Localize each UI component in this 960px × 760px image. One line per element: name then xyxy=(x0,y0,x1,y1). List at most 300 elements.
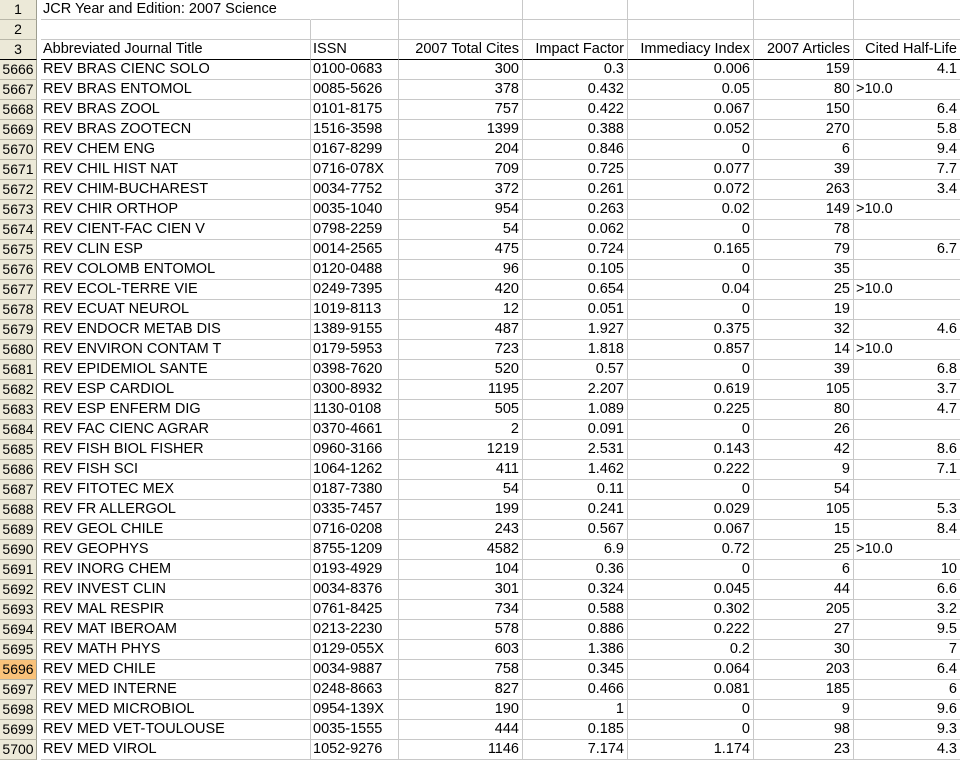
total-cites-cell[interactable]: 199 xyxy=(399,500,523,520)
table-row[interactable] xyxy=(0,700,960,720)
cited-half-life-cell[interactable]: 6.8 xyxy=(854,360,960,380)
issn-cell[interactable]: 0179-5953 xyxy=(311,340,399,360)
impact-factor-cell[interactable]: 1.462 xyxy=(523,460,628,480)
table-row[interactable] xyxy=(0,560,960,580)
journal-title-cell[interactable]: REV COLOMB ENTOMOL xyxy=(41,260,311,280)
articles-cell[interactable]: 80 xyxy=(754,400,854,420)
table-row[interactable] xyxy=(0,60,960,80)
issn-cell[interactable]: 1052-9276 xyxy=(311,740,399,760)
issn-cell[interactable]: 0034-9887 xyxy=(311,660,399,680)
sheet-row-blank[interactable] xyxy=(0,20,960,40)
table-row[interactable] xyxy=(0,500,960,520)
impact-factor-cell[interactable]: 0.432 xyxy=(523,80,628,100)
cell[interactable] xyxy=(523,0,628,20)
immediacy-index-cell[interactable]: 0.064 xyxy=(628,660,754,680)
impact-factor-cell[interactable]: 6.9 xyxy=(523,540,628,560)
row-header[interactable]: 5675 xyxy=(0,240,37,260)
total-cites-cell[interactable]: 954 xyxy=(399,200,523,220)
issn-cell[interactable]: 0960-3166 xyxy=(311,440,399,460)
journal-title-cell[interactable]: REV ECUAT NEUROL xyxy=(41,300,311,320)
journal-title-cell[interactable]: REV GEOL CHILE xyxy=(41,520,311,540)
total-cites-cell[interactable]: 190 xyxy=(399,700,523,720)
row-header[interactable]: 5689 xyxy=(0,520,37,540)
immediacy-index-cell[interactable]: 0 xyxy=(628,560,754,580)
row-header[interactable]: 5700 xyxy=(0,740,37,760)
table-row[interactable] xyxy=(0,80,960,100)
row-header[interactable]: 5693 xyxy=(0,600,37,620)
journal-title-cell[interactable]: REV MED CHILE xyxy=(41,660,311,680)
issn-cell[interactable]: 8755-1209 xyxy=(311,540,399,560)
table-row[interactable] xyxy=(0,160,960,180)
table-row[interactable] xyxy=(0,660,960,680)
cited-half-life-cell[interactable]: 6.7 xyxy=(854,240,960,260)
articles-cell[interactable]: 19 xyxy=(754,300,854,320)
cited-half-life-cell[interactable] xyxy=(854,260,960,280)
row-header[interactable]: 5678 xyxy=(0,300,37,320)
journal-title-cell[interactable]: REV GEOPHYS xyxy=(41,540,311,560)
articles-cell[interactable]: 27 xyxy=(754,620,854,640)
articles-cell[interactable]: 9 xyxy=(754,460,854,480)
immediacy-index-cell[interactable]: 0.045 xyxy=(628,580,754,600)
cited-half-life-cell[interactable]: 6 xyxy=(854,680,960,700)
immediacy-index-cell[interactable]: 0.02 xyxy=(628,200,754,220)
immediacy-index-cell[interactable]: 0.302 xyxy=(628,600,754,620)
impact-factor-cell[interactable]: 0.588 xyxy=(523,600,628,620)
cited-half-life-cell[interactable]: 6.4 xyxy=(854,100,960,120)
journal-title-cell[interactable]: REV ESP ENFERM DIG xyxy=(41,400,311,420)
row-header[interactable]: 3 xyxy=(0,40,37,60)
cell[interactable] xyxy=(754,20,854,40)
impact-factor-cell[interactable]: 0.105 xyxy=(523,260,628,280)
cited-half-life-cell[interactable] xyxy=(854,300,960,320)
articles-cell[interactable]: 79 xyxy=(754,240,854,260)
issn-cell[interactable]: 0167-8299 xyxy=(311,140,399,160)
cell[interactable] xyxy=(523,20,628,40)
impact-factor-cell[interactable]: 0.324 xyxy=(523,580,628,600)
total-cites-cell[interactable]: 487 xyxy=(399,320,523,340)
issn-cell[interactable]: 0335-7457 xyxy=(311,500,399,520)
journal-title-cell[interactable]: REV ESP CARDIOL xyxy=(41,380,311,400)
column-header-title[interactable]: Abbreviated Journal Title xyxy=(41,40,311,60)
issn-cell[interactable]: 0035-1555 xyxy=(311,720,399,740)
row-header[interactable]: 5690 xyxy=(0,540,37,560)
issn-cell[interactable]: 0370-4661 xyxy=(311,420,399,440)
immediacy-index-cell[interactable]: 0 xyxy=(628,420,754,440)
cell[interactable] xyxy=(399,0,523,20)
issn-cell[interactable]: 1389-9155 xyxy=(311,320,399,340)
total-cites-cell[interactable]: 54 xyxy=(399,480,523,500)
immediacy-index-cell[interactable]: 0 xyxy=(628,220,754,240)
cited-half-life-cell[interactable]: 7.7 xyxy=(854,160,960,180)
issn-cell[interactable]: 0101-8175 xyxy=(311,100,399,120)
impact-factor-cell[interactable]: 1.089 xyxy=(523,400,628,420)
impact-factor-cell[interactable]: 0.185 xyxy=(523,720,628,740)
journal-title-cell[interactable]: REV BRAS ZOOL xyxy=(41,100,311,120)
table-row[interactable] xyxy=(0,420,960,440)
total-cites-cell[interactable]: 1399 xyxy=(399,120,523,140)
row-header[interactable]: 2 xyxy=(0,20,37,40)
articles-cell[interactable]: 78 xyxy=(754,220,854,240)
immediacy-index-cell[interactable]: 1.174 xyxy=(628,740,754,760)
table-row[interactable] xyxy=(0,340,960,360)
row-header[interactable]: 5676 xyxy=(0,260,37,280)
articles-cell[interactable]: 54 xyxy=(754,480,854,500)
total-cites-cell[interactable]: 758 xyxy=(399,660,523,680)
issn-cell[interactable]: 0034-7752 xyxy=(311,180,399,200)
impact-factor-cell[interactable]: 1 xyxy=(523,700,628,720)
impact-factor-cell[interactable]: 0.261 xyxy=(523,180,628,200)
journal-title-cell[interactable]: REV FISH BIOL FISHER xyxy=(41,440,311,460)
total-cites-cell[interactable]: 1195 xyxy=(399,380,523,400)
issn-cell[interactable]: 0954-139X xyxy=(311,700,399,720)
immediacy-index-cell[interactable]: 0.72 xyxy=(628,540,754,560)
row-header[interactable]: 5699 xyxy=(0,720,37,740)
cited-half-life-cell[interactable]: 7 xyxy=(854,640,960,660)
journal-title-cell[interactable]: REV ENVIRON CONTAM T xyxy=(41,340,311,360)
row-header[interactable]: 5673 xyxy=(0,200,37,220)
cited-half-life-cell[interactable]: 5.3 xyxy=(854,500,960,520)
table-row[interactable] xyxy=(0,600,960,620)
journal-title-cell[interactable]: REV CLIN ESP xyxy=(41,240,311,260)
row-header[interactable]: 5667 xyxy=(0,80,37,100)
cell[interactable] xyxy=(628,0,754,20)
row-header[interactable]: 5679 xyxy=(0,320,37,340)
articles-cell[interactable]: 32 xyxy=(754,320,854,340)
total-cites-cell[interactable]: 204 xyxy=(399,140,523,160)
total-cites-cell[interactable]: 372 xyxy=(399,180,523,200)
issn-cell[interactable]: 0100-0683 xyxy=(311,60,399,80)
issn-cell[interactable]: 0300-8932 xyxy=(311,380,399,400)
row-header[interactable]: 5696 xyxy=(0,660,37,680)
impact-factor-cell[interactable]: 2.531 xyxy=(523,440,628,460)
journal-title-cell[interactable]: REV MED VET-TOULOUSE xyxy=(41,720,311,740)
sheet-row-title[interactable] xyxy=(0,0,960,20)
row-header[interactable]: 5683 xyxy=(0,400,37,420)
column-header-issn[interactable]: ISSN xyxy=(311,40,399,60)
journal-title-cell[interactable]: REV EPIDEMIOL SANTE xyxy=(41,360,311,380)
articles-cell[interactable]: 263 xyxy=(754,180,854,200)
impact-factor-cell[interactable]: 0.36 xyxy=(523,560,628,580)
row-header[interactable]: 5672 xyxy=(0,180,37,200)
row-header[interactable]: 5682 xyxy=(0,380,37,400)
table-row[interactable] xyxy=(0,440,960,460)
cited-half-life-cell[interactable]: >10.0 xyxy=(854,80,960,100)
immediacy-index-cell[interactable]: 0.225 xyxy=(628,400,754,420)
cited-half-life-cell[interactable]: 10 xyxy=(854,560,960,580)
table-row[interactable] xyxy=(0,380,960,400)
immediacy-index-cell[interactable]: 0.165 xyxy=(628,240,754,260)
immediacy-index-cell[interactable]: 0 xyxy=(628,480,754,500)
articles-cell[interactable]: 14 xyxy=(754,340,854,360)
impact-factor-cell[interactable]: 0.654 xyxy=(523,280,628,300)
issn-cell[interactable]: 0193-4929 xyxy=(311,560,399,580)
journal-title-cell[interactable]: REV MED INTERNE xyxy=(41,680,311,700)
issn-cell[interactable]: 1019-8113 xyxy=(311,300,399,320)
articles-cell[interactable]: 39 xyxy=(754,360,854,380)
total-cites-cell[interactable]: 1219 xyxy=(399,440,523,460)
table-row[interactable] xyxy=(0,100,960,120)
articles-cell[interactable]: 185 xyxy=(754,680,854,700)
cell[interactable] xyxy=(628,20,754,40)
immediacy-index-cell[interactable]: 0.2 xyxy=(628,640,754,660)
immediacy-index-cell[interactable]: 0 xyxy=(628,260,754,280)
immediacy-index-cell[interactable]: 0.222 xyxy=(628,620,754,640)
cell[interactable] xyxy=(41,20,311,40)
journal-title-cell[interactable]: REV FITOTEC MEX xyxy=(41,480,311,500)
total-cites-cell[interactable]: 520 xyxy=(399,360,523,380)
immediacy-index-cell[interactable]: 0.052 xyxy=(628,120,754,140)
articles-cell[interactable]: 203 xyxy=(754,660,854,680)
articles-cell[interactable]: 6 xyxy=(754,140,854,160)
articles-cell[interactable]: 105 xyxy=(754,500,854,520)
total-cites-cell[interactable]: 1146 xyxy=(399,740,523,760)
immediacy-index-cell[interactable]: 0.081 xyxy=(628,680,754,700)
column-header-immediacy-index[interactable]: Immediacy Index xyxy=(628,40,754,60)
cell[interactable] xyxy=(854,20,960,40)
table-row[interactable] xyxy=(0,400,960,420)
column-header-impact-factor[interactable]: Impact Factor xyxy=(523,40,628,60)
row-header[interactable]: 5670 xyxy=(0,140,37,160)
issn-cell[interactable]: 0014-2565 xyxy=(311,240,399,260)
table-row[interactable] xyxy=(0,480,960,500)
impact-factor-cell[interactable]: 0.422 xyxy=(523,100,628,120)
articles-cell[interactable]: 149 xyxy=(754,200,854,220)
row-header[interactable]: 1 xyxy=(0,0,37,20)
journal-title-cell[interactable]: REV MATH PHYS xyxy=(41,640,311,660)
table-row[interactable] xyxy=(0,320,960,340)
cited-half-life-cell[interactable]: >10.0 xyxy=(854,540,960,560)
articles-cell[interactable]: 9 xyxy=(754,700,854,720)
immediacy-index-cell[interactable]: 0.04 xyxy=(628,280,754,300)
articles-cell[interactable]: 25 xyxy=(754,540,854,560)
table-row[interactable] xyxy=(0,200,960,220)
total-cites-cell[interactable]: 827 xyxy=(399,680,523,700)
total-cites-cell[interactable]: 300 xyxy=(399,60,523,80)
articles-cell[interactable]: 23 xyxy=(754,740,854,760)
immediacy-index-cell[interactable]: 0 xyxy=(628,300,754,320)
journal-title-cell[interactable]: REV BRAS CIENC SOLO xyxy=(41,60,311,80)
articles-cell[interactable]: 35 xyxy=(754,260,854,280)
articles-cell[interactable]: 6 xyxy=(754,560,854,580)
table-row[interactable] xyxy=(0,460,960,480)
issn-cell[interactable]: 0398-7620 xyxy=(311,360,399,380)
table-row[interactable] xyxy=(0,360,960,380)
journal-title-cell[interactable]: REV CHIR ORTHOP xyxy=(41,200,311,220)
journal-title-cell[interactable]: REV BRAS ENTOMOL xyxy=(41,80,311,100)
articles-cell[interactable]: 98 xyxy=(754,720,854,740)
table-row[interactable] xyxy=(0,540,960,560)
issn-cell[interactable]: 0187-7380 xyxy=(311,480,399,500)
total-cites-cell[interactable]: 444 xyxy=(399,720,523,740)
immediacy-index-cell[interactable]: 0.375 xyxy=(628,320,754,340)
total-cites-cell[interactable]: 709 xyxy=(399,160,523,180)
issn-cell[interactable]: 0249-7395 xyxy=(311,280,399,300)
journal-title-cell[interactable]: REV CIENT-FAC CIEN V xyxy=(41,220,311,240)
cited-half-life-cell[interactable]: 3.4 xyxy=(854,180,960,200)
issn-cell[interactable]: 1516-3598 xyxy=(311,120,399,140)
total-cites-cell[interactable]: 12 xyxy=(399,300,523,320)
articles-cell[interactable]: 26 xyxy=(754,420,854,440)
cited-half-life-cell[interactable]: 6.6 xyxy=(854,580,960,600)
cell[interactable] xyxy=(311,0,399,20)
impact-factor-cell[interactable]: 2.207 xyxy=(523,380,628,400)
issn-cell[interactable]: 0716-0208 xyxy=(311,520,399,540)
sheet-header-row[interactable] xyxy=(0,40,960,60)
cited-half-life-cell[interactable] xyxy=(854,220,960,240)
total-cites-cell[interactable]: 757 xyxy=(399,100,523,120)
articles-cell[interactable]: 39 xyxy=(754,160,854,180)
cited-half-life-cell[interactable]: 8.4 xyxy=(854,520,960,540)
cited-half-life-cell[interactable]: 9.3 xyxy=(854,720,960,740)
total-cites-cell[interactable]: 505 xyxy=(399,400,523,420)
cited-half-life-cell[interactable]: 4.7 xyxy=(854,400,960,420)
immediacy-index-cell[interactable]: 0.143 xyxy=(628,440,754,460)
journal-title-cell[interactable]: REV CHEM ENG xyxy=(41,140,311,160)
journal-title-cell[interactable]: REV ECOL-TERRE VIE xyxy=(41,280,311,300)
impact-factor-cell[interactable]: 0.11 xyxy=(523,480,628,500)
impact-factor-cell[interactable]: 0.091 xyxy=(523,420,628,440)
cited-half-life-cell[interactable]: 6.4 xyxy=(854,660,960,680)
cell[interactable] xyxy=(311,20,399,40)
total-cites-cell[interactable]: 4582 xyxy=(399,540,523,560)
immediacy-index-cell[interactable]: 0.072 xyxy=(628,180,754,200)
journal-title-cell[interactable]: REV CHIM-BUCHAREST xyxy=(41,180,311,200)
cited-half-life-cell[interactable]: >10.0 xyxy=(854,340,960,360)
row-header[interactable]: 5677 xyxy=(0,280,37,300)
articles-cell[interactable]: 105 xyxy=(754,380,854,400)
impact-factor-cell[interactable]: 0.263 xyxy=(523,200,628,220)
impact-factor-cell[interactable]: 7.174 xyxy=(523,740,628,760)
cited-half-life-cell[interactable]: 8.6 xyxy=(854,440,960,460)
journal-title-cell[interactable]: REV MAL RESPIR xyxy=(41,600,311,620)
impact-factor-cell[interactable]: 0.466 xyxy=(523,680,628,700)
total-cites-cell[interactable]: 243 xyxy=(399,520,523,540)
cited-half-life-cell[interactable]: 5.8 xyxy=(854,120,960,140)
row-header[interactable]: 5691 xyxy=(0,560,37,580)
row-header[interactable]: 5698 xyxy=(0,700,37,720)
column-header-articles[interactable]: 2007 Articles xyxy=(754,40,854,60)
row-header[interactable]: 5680 xyxy=(0,340,37,360)
journal-title-cell[interactable]: REV INORG CHEM xyxy=(41,560,311,580)
row-header[interactable]: 5688 xyxy=(0,500,37,520)
issn-cell[interactable]: 0248-8663 xyxy=(311,680,399,700)
column-header-total-cites[interactable]: 2007 Total Cites xyxy=(399,40,523,60)
issn-cell[interactable]: 1064-1262 xyxy=(311,460,399,480)
issn-cell[interactable]: 0120-0488 xyxy=(311,260,399,280)
impact-factor-cell[interactable]: 0.051 xyxy=(523,300,628,320)
row-header[interactable]: 5668 xyxy=(0,100,37,120)
cited-half-life-cell[interactable]: 9.6 xyxy=(854,700,960,720)
table-row[interactable] xyxy=(0,580,960,600)
journal-title-cell[interactable]: REV FR ALLERGOL xyxy=(41,500,311,520)
articles-cell[interactable]: 42 xyxy=(754,440,854,460)
cited-half-life-cell[interactable] xyxy=(854,480,960,500)
table-row[interactable] xyxy=(0,260,960,280)
articles-cell[interactable]: 30 xyxy=(754,640,854,660)
row-header[interactable]: 5666 xyxy=(0,60,37,80)
table-row[interactable] xyxy=(0,280,960,300)
cell[interactable] xyxy=(854,0,960,20)
articles-cell[interactable]: 15 xyxy=(754,520,854,540)
table-row[interactable] xyxy=(0,220,960,240)
immediacy-index-cell[interactable]: 0.077 xyxy=(628,160,754,180)
table-row[interactable] xyxy=(0,740,960,760)
row-header[interactable]: 5695 xyxy=(0,640,37,660)
issn-cell[interactable]: 0085-5626 xyxy=(311,80,399,100)
total-cites-cell[interactable]: 301 xyxy=(399,580,523,600)
table-row[interactable] xyxy=(0,720,960,740)
table-row[interactable] xyxy=(0,640,960,660)
immediacy-index-cell[interactable]: 0.067 xyxy=(628,520,754,540)
row-header[interactable]: 5697 xyxy=(0,680,37,700)
cited-half-life-cell[interactable]: 9.4 xyxy=(854,140,960,160)
issn-cell[interactable]: 0761-8425 xyxy=(311,600,399,620)
journal-title-cell[interactable]: REV ENDOCR METAB DIS xyxy=(41,320,311,340)
issn-cell[interactable]: 0798-2259 xyxy=(311,220,399,240)
immediacy-index-cell[interactable]: 0 xyxy=(628,140,754,160)
row-header[interactable]: 5685 xyxy=(0,440,37,460)
impact-factor-cell[interactable]: 1.386 xyxy=(523,640,628,660)
articles-cell[interactable]: 150 xyxy=(754,100,854,120)
immediacy-index-cell[interactable]: 0 xyxy=(628,700,754,720)
total-cites-cell[interactable]: 96 xyxy=(399,260,523,280)
articles-cell[interactable]: 44 xyxy=(754,580,854,600)
total-cites-cell[interactable]: 411 xyxy=(399,460,523,480)
impact-factor-cell[interactable]: 0.345 xyxy=(523,660,628,680)
articles-cell[interactable]: 205 xyxy=(754,600,854,620)
table-row[interactable] xyxy=(0,120,960,140)
cited-half-life-cell[interactable] xyxy=(854,420,960,440)
total-cites-cell[interactable]: 54 xyxy=(399,220,523,240)
cell[interactable] xyxy=(754,0,854,20)
journal-title-cell[interactable]: REV MAT IBEROAM xyxy=(41,620,311,640)
immediacy-index-cell[interactable]: 0 xyxy=(628,720,754,740)
impact-factor-cell[interactable]: 0.846 xyxy=(523,140,628,160)
column-header-cited-half-life[interactable]: Cited Half-Life xyxy=(854,40,960,60)
row-header[interactable]: 5681 xyxy=(0,360,37,380)
cell[interactable] xyxy=(399,20,523,40)
journal-title-cell[interactable]: REV MED VIROL xyxy=(41,740,311,760)
issn-cell[interactable]: 0213-2230 xyxy=(311,620,399,640)
articles-cell[interactable]: 270 xyxy=(754,120,854,140)
issn-cell[interactable]: 0716-078X xyxy=(311,160,399,180)
immediacy-index-cell[interactable]: 0.05 xyxy=(628,80,754,100)
table-row[interactable] xyxy=(0,520,960,540)
immediacy-index-cell[interactable]: 0 xyxy=(628,360,754,380)
immediacy-index-cell[interactable]: 0.857 xyxy=(628,340,754,360)
row-header[interactable]: 5694 xyxy=(0,620,37,640)
articles-cell[interactable]: 80 xyxy=(754,80,854,100)
total-cites-cell[interactable]: 723 xyxy=(399,340,523,360)
total-cites-cell[interactable]: 104 xyxy=(399,560,523,580)
table-row[interactable] xyxy=(0,180,960,200)
table-row[interactable] xyxy=(0,680,960,700)
journal-title-cell[interactable]: REV BRAS ZOOTECN xyxy=(41,120,311,140)
row-header[interactable]: 5669 xyxy=(0,120,37,140)
impact-factor-cell[interactable]: 0.886 xyxy=(523,620,628,640)
total-cites-cell[interactable]: 603 xyxy=(399,640,523,660)
row-header[interactable]: 5692 xyxy=(0,580,37,600)
impact-factor-cell[interactable]: 1.927 xyxy=(523,320,628,340)
journal-title-cell[interactable]: REV CHIL HIST NAT xyxy=(41,160,311,180)
impact-factor-cell[interactable]: 0.062 xyxy=(523,220,628,240)
cited-half-life-cell[interactable]: 4.3 xyxy=(854,740,960,760)
total-cites-cell[interactable]: 2 xyxy=(399,420,523,440)
issn-cell[interactable]: 0034-8376 xyxy=(311,580,399,600)
table-row[interactable] xyxy=(0,300,960,320)
journal-title-cell[interactable]: REV FAC CIENC AGRAR xyxy=(41,420,311,440)
cited-half-life-cell[interactable]: >10.0 xyxy=(854,200,960,220)
